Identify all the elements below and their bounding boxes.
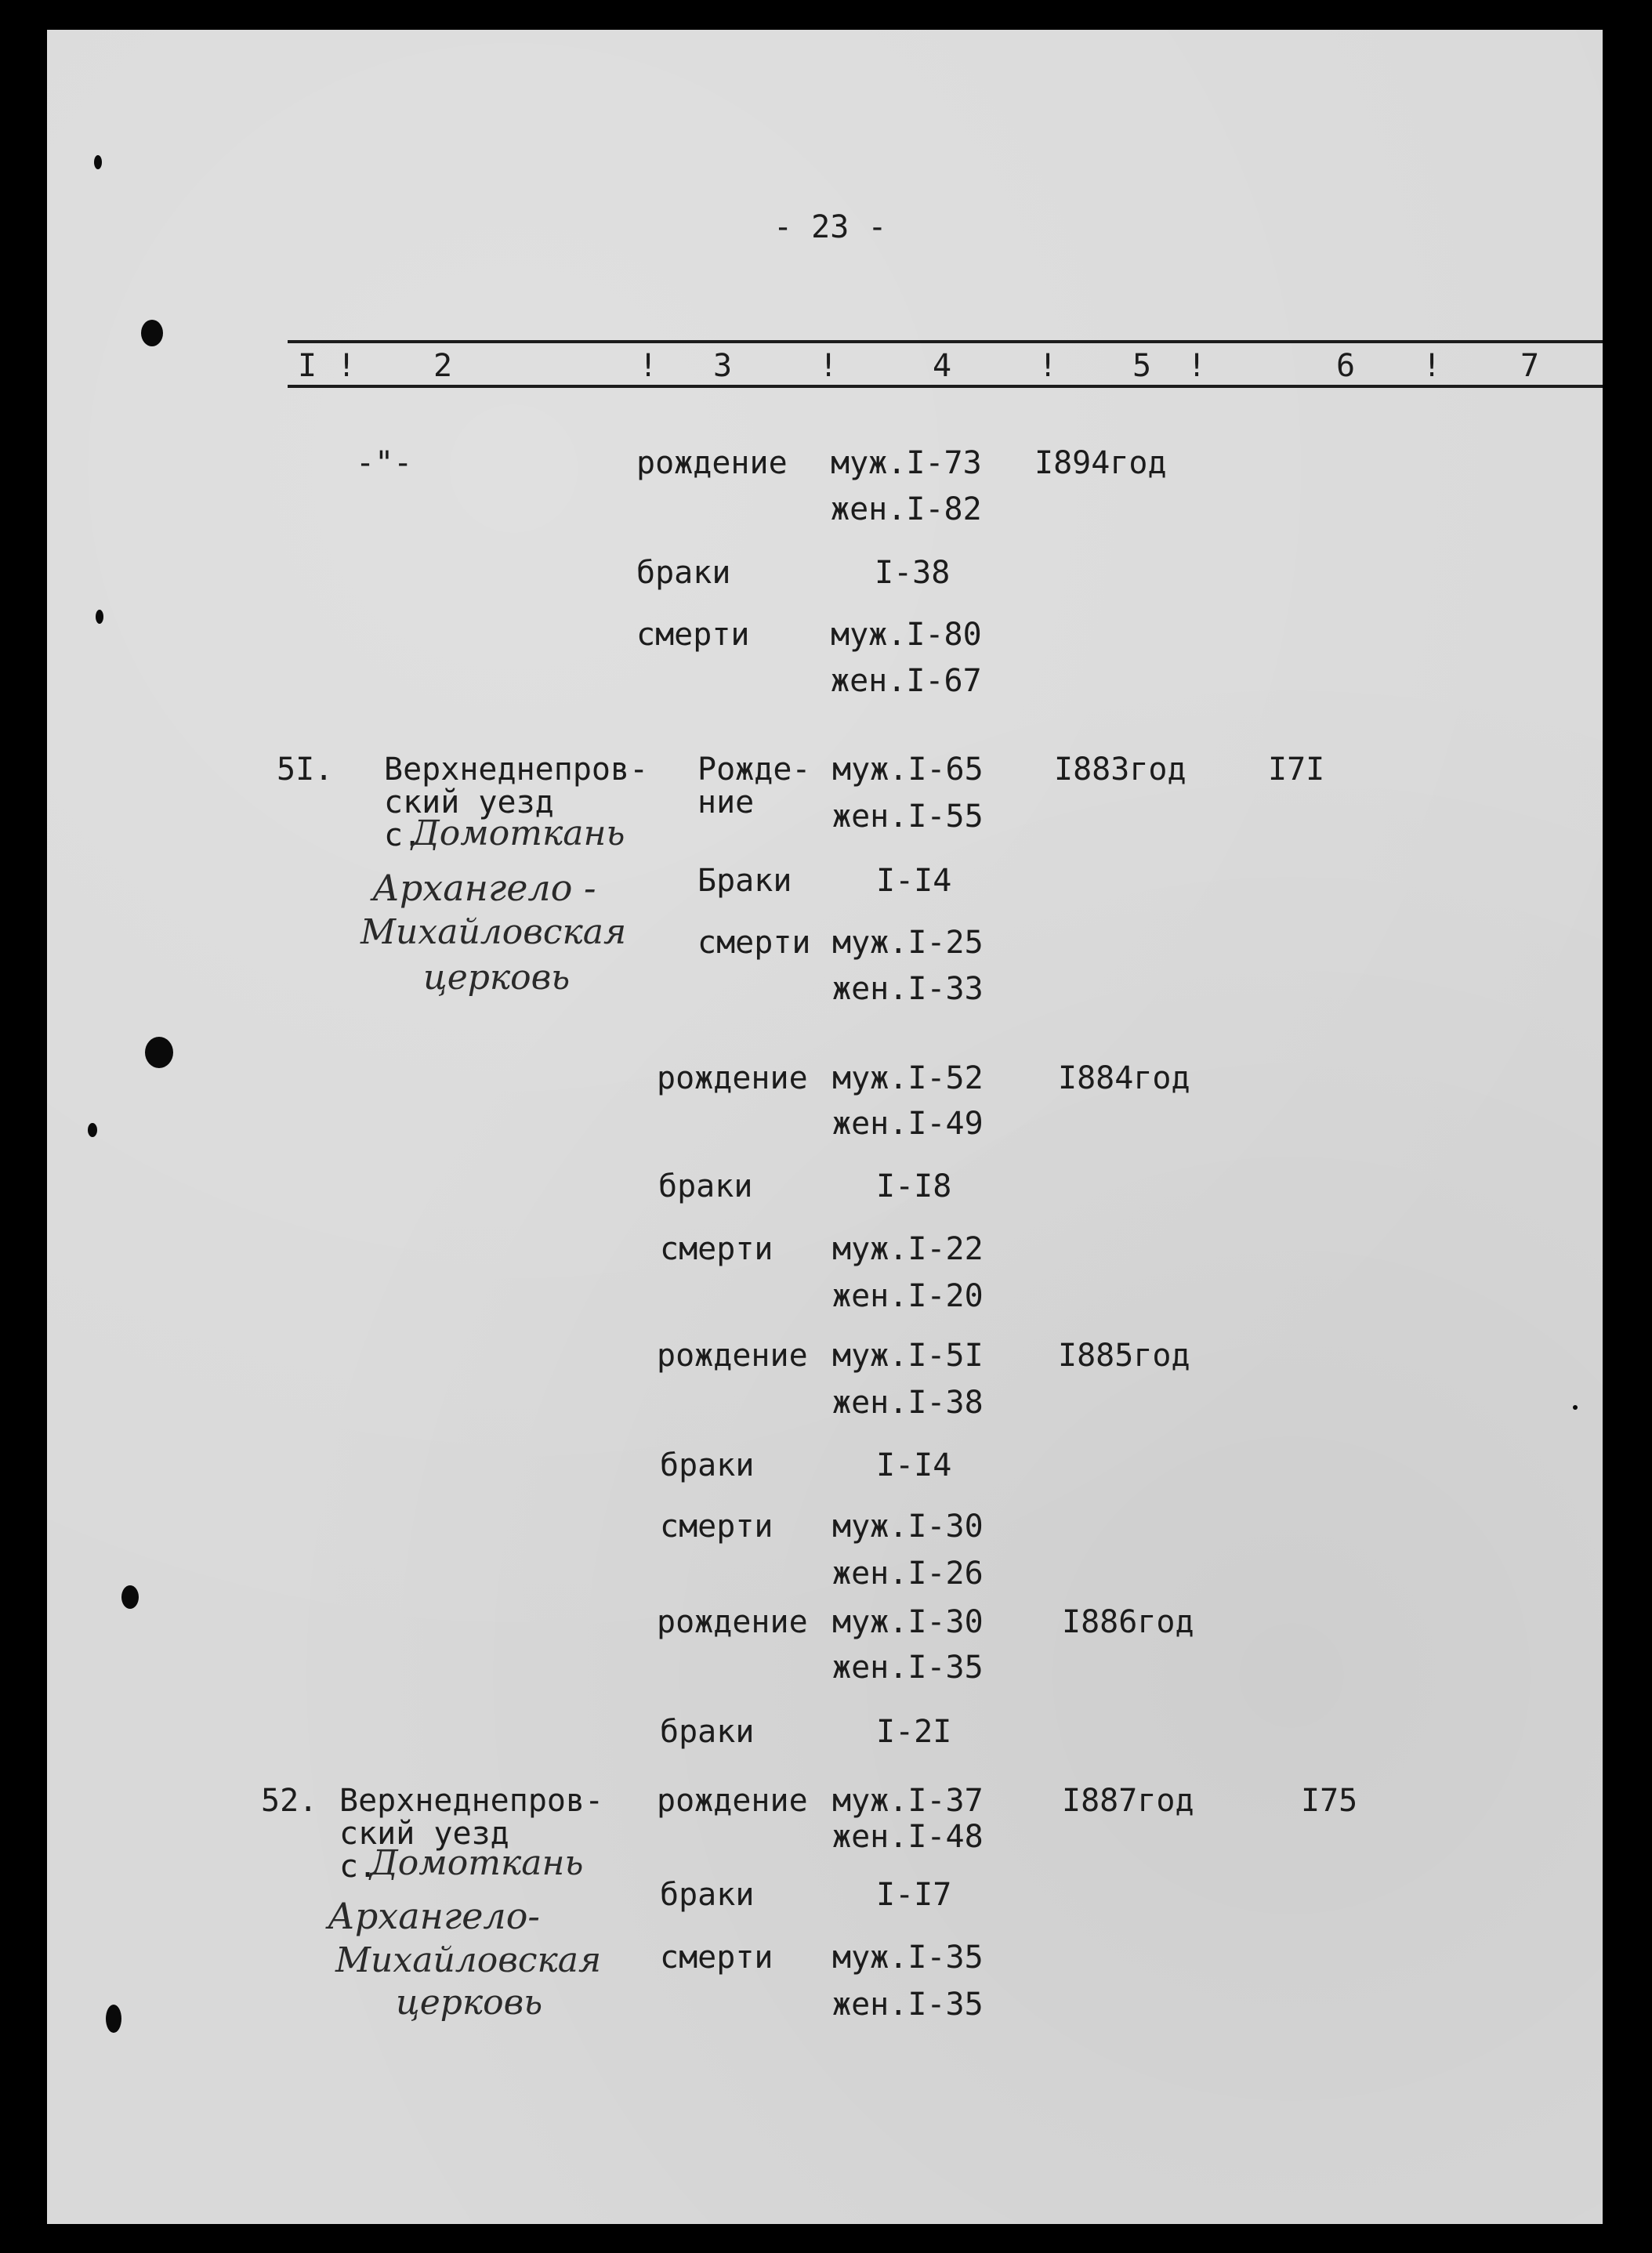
- year: I884год: [1058, 1060, 1190, 1096]
- place-prefix: с.: [384, 817, 422, 853]
- header-separator: !: [1038, 348, 1058, 384]
- record-type: смерти: [636, 617, 750, 653]
- count-male: муж.I-30: [832, 1509, 984, 1545]
- col6-value: I75: [1301, 1783, 1358, 1819]
- place-line: Верхнеднепров-: [384, 752, 649, 788]
- record-type: рождение: [657, 1783, 808, 1819]
- record-type: смерти: [660, 1231, 773, 1267]
- header-col-1: I: [298, 348, 317, 384]
- punch-hole: [141, 320, 163, 346]
- record-type: браки: [660, 1714, 755, 1750]
- ditto-mark: -"-: [356, 445, 413, 481]
- count-female: жен.I-49: [832, 1106, 984, 1142]
- count-female: жен.I-20: [832, 1278, 984, 1314]
- count-male: муж.I-22: [832, 1231, 984, 1267]
- handwritten-church: Михайловская: [360, 912, 627, 952]
- header-col-5: 5: [1132, 348, 1152, 384]
- handwritten-church: церковь: [423, 958, 571, 998]
- handwritten-village: Домоткань: [411, 813, 625, 853]
- document-page: [47, 30, 1603, 2224]
- record-type: рождение: [636, 445, 788, 481]
- count-male: муж.I-5I: [832, 1338, 984, 1374]
- count-female: жен.I-35: [832, 1650, 984, 1686]
- count-female: жен.I-35: [832, 1987, 984, 2023]
- punch-hole: [106, 2005, 121, 2033]
- entry-number: 52.: [261, 1783, 318, 1819]
- header-col-7: 7: [1520, 348, 1540, 384]
- record-type: смерти: [697, 925, 811, 961]
- col6-value: I7I: [1268, 752, 1325, 788]
- count-male: муж.I-37: [832, 1783, 984, 1819]
- record-type: смерти: [660, 1509, 773, 1545]
- header-col-4: 4: [933, 348, 952, 384]
- count-male: муж.I-30: [832, 1604, 984, 1640]
- record-type: ние: [697, 784, 755, 820]
- year: I885год: [1058, 1338, 1190, 1374]
- place-prefix: с.: [339, 1849, 378, 1885]
- place-line: Верхнеднепров-: [339, 1783, 604, 1819]
- record-type: браки: [660, 1877, 755, 1913]
- header-separator: !: [1187, 348, 1207, 384]
- record-type: браки: [660, 1447, 755, 1483]
- punch-mark: [96, 610, 103, 624]
- header-separator: !: [819, 348, 839, 384]
- record-type: Рожде-: [697, 752, 811, 788]
- page-number: - 23 -: [773, 209, 887, 245]
- record-type: смерти: [660, 1940, 773, 1976]
- record-type: браки: [658, 1168, 753, 1204]
- year: I887год: [1062, 1783, 1194, 1819]
- header-col-3: 3: [713, 348, 733, 384]
- count-male: муж.I-52: [832, 1060, 984, 1096]
- handwritten-church: Михайловская: [335, 1940, 602, 1980]
- count-female: жен.I-48: [832, 1819, 984, 1855]
- record-type: рождение: [657, 1338, 808, 1374]
- handwritten-church: Архангело-: [328, 1895, 540, 1937]
- year: I894год: [1034, 445, 1167, 481]
- header-col-6: 6: [1336, 348, 1356, 384]
- year: I886год: [1062, 1604, 1194, 1640]
- header-rule-top: [288, 340, 1603, 343]
- place-line: ский уезд: [384, 784, 554, 820]
- record-type: браки: [636, 555, 731, 591]
- count-female: жен.I-82: [831, 491, 982, 527]
- count-total: I-2I: [876, 1714, 952, 1750]
- header-separator: !: [639, 348, 658, 384]
- count-male: муж.I-35: [832, 1940, 984, 1976]
- punch-mark: [94, 155, 102, 169]
- year: I883год: [1054, 752, 1186, 788]
- header-col-2: 2: [433, 348, 453, 384]
- punch-hole: [121, 1585, 139, 1609]
- count-female: жен.I-38: [832, 1385, 984, 1421]
- punch-hole: [145, 1037, 173, 1068]
- record-type: Браки: [697, 863, 792, 899]
- header-separator: !: [1422, 348, 1442, 384]
- punch-mark: [88, 1123, 97, 1137]
- entry-number: 5I.: [277, 752, 334, 788]
- record-type: рождение: [657, 1604, 808, 1640]
- handwritten-church: церковь: [396, 1983, 543, 2023]
- handwritten-village: Домоткань: [370, 1843, 584, 1883]
- place-line: ский уезд: [339, 1816, 509, 1852]
- count-male: муж.I-25: [832, 925, 984, 961]
- count-total: I-I7: [876, 1877, 952, 1913]
- header-rule-bottom: [288, 385, 1603, 388]
- count-total: I-I8: [876, 1168, 952, 1204]
- count-total: I-I4: [876, 863, 952, 899]
- count-total: I-I4: [876, 1447, 952, 1483]
- count-male: муж.I-65: [832, 752, 984, 788]
- count-female: жен.I-55: [832, 799, 984, 835]
- handwritten-church: Архангело -: [372, 867, 596, 909]
- speck: [1573, 1405, 1578, 1410]
- count-female: жен.I-67: [831, 663, 982, 699]
- count-total: I-38: [875, 555, 951, 591]
- record-type: рождение: [657, 1060, 808, 1096]
- count-male: муж.I-73: [831, 445, 982, 481]
- count-female: жен.I-33: [832, 971, 984, 1007]
- header-separator: !: [337, 348, 357, 384]
- count-female: жен.I-26: [832, 1556, 984, 1592]
- count-male: муж.I-80: [831, 617, 982, 653]
